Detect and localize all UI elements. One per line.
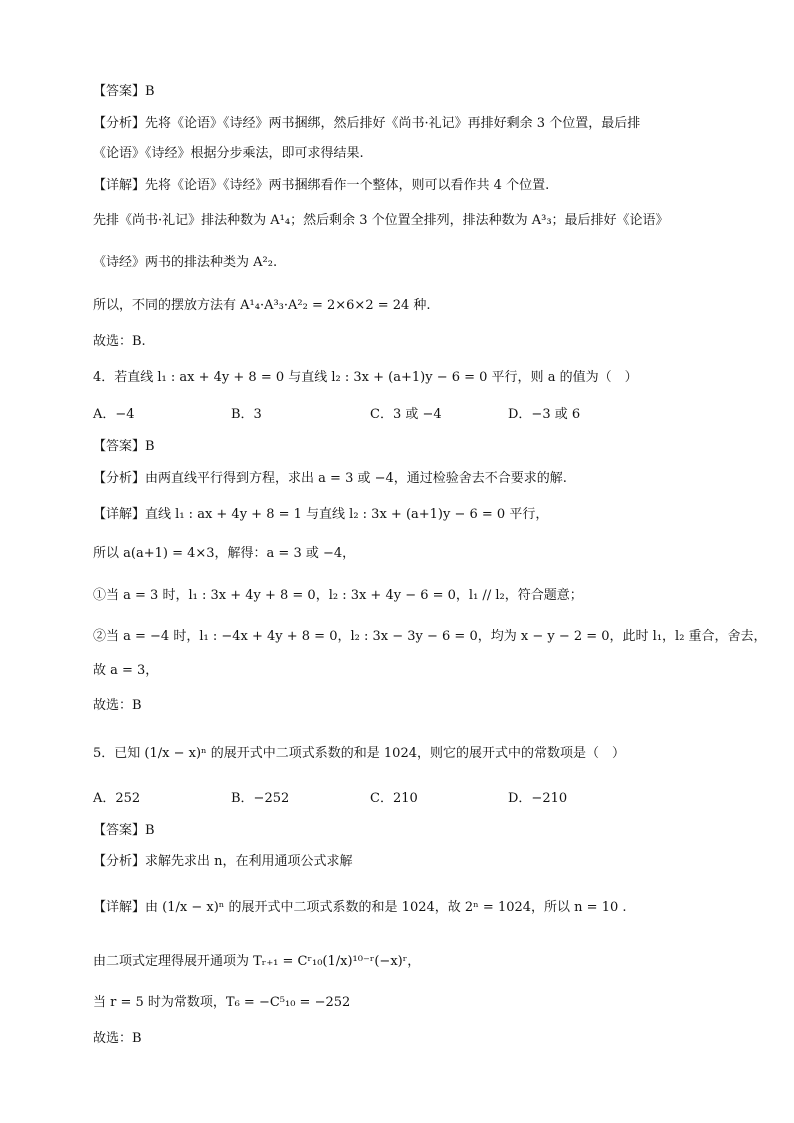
detail-tag: 【 详解 】: [93, 178, 145, 193]
q4-analysis: 由两直线平行得到方程，求出 a = 3 或 −4，通过检验舍去不合要求的解.: [145, 471, 567, 486]
q3-detail-line: [93, 177, 549, 195]
q4-detail-line-2: [93, 545, 355, 563]
q5-detail-3: 当 r = 5 时为常数项，T₆ = −C⁵₁₀ = −252: [93, 995, 351, 1010]
q4-detail-line-3: [93, 587, 583, 605]
q3-analysis-line: [93, 115, 640, 133]
q3-detail-4: 所以，不同的摆放方法有 A¹₄·A³₃·A²₂ = 2×6×2 = 24 种.: [93, 298, 431, 313]
q5-detail-line-2: [93, 953, 420, 971]
q5-option-c: C．210: [370, 791, 418, 806]
answer-tag: 【 答案 】: [93, 823, 145, 838]
q4-option-d: D．−3 或 6: [508, 407, 581, 422]
q4-detail-5: 故 a = 3，: [93, 663, 159, 678]
detail-tag: 【 详解 】: [93, 507, 145, 522]
q3-detail-line-3: [93, 254, 277, 272]
q5-stem: [93, 745, 625, 763]
q3-analysis-2: 《论语》《诗经》根据分步乘法，即可求得结果.: [93, 146, 364, 161]
q3-detail-2: 先排《尚书·礼记》排法种数为 A¹₄；然后剩余 3 个位置全排列，排法种数为 A³₃；最后排好《论语》: [93, 213, 669, 228]
analysis-tag: 【 分析 】: [93, 471, 145, 486]
q3-analysis-line-2: [93, 145, 364, 163]
q4-option-a: A．−4: [93, 407, 135, 422]
q4-detail-1: 直线 l₁ : ax + 4y + 8 = 1 与直线 l₂ : 3x + (a+1)y − 6 = 0 平行，: [145, 507, 549, 522]
q3-answer-line: [93, 83, 155, 101]
q4-stem-text: 4．若直线 l₁ : ax + 4y + 8 = 0 与直线 l₂ : 3x + (a+1)y − 6 = 0 平行，则 a 的值为（ ）: [93, 370, 638, 385]
q5-analysis-line: [93, 853, 353, 871]
q4-answer: B: [145, 439, 155, 454]
q3-detail-3: 《诗经》两书的排法种类为 A²₂.: [93, 255, 278, 270]
q5-detail-2: 由二项式定理得展开通项为 Tᵣ₊₁ = Cʳ₁₀(1/x)¹⁰⁻ʳ(−x)ʳ，: [93, 954, 421, 969]
q4-option-c: C．3 或 −4: [370, 407, 442, 422]
q4-choose-line: [93, 697, 142, 715]
q3-answer: B: [145, 84, 155, 99]
detail-tag: 【 详解 】: [93, 900, 145, 915]
q5-detail-1: 由 (1/x − x)ⁿ 的展开式中二项式系数的和是 1024，故 2ⁿ = 1024，所以 n = 10 .: [145, 900, 627, 915]
q4-detail-line: [93, 506, 548, 524]
answer-tag: 【 答案 】: [93, 84, 145, 99]
q4-detail-line-4: [93, 628, 767, 646]
q5-choose: 故选：B: [93, 1031, 142, 1046]
q4-detail-2: 所以 a(a+1) = 4×3，解得：a = 3 或 −4，: [93, 546, 356, 561]
q5-analysis: 求解先求出 n，在利用通项公式求解: [145, 854, 353, 869]
q3-detail-line-4: [93, 297, 431, 315]
q4-answer-line: [93, 438, 155, 456]
q4-detail-4: ②当 a = −4 时，l₁ : −4x + 4y + 8 = 0，l₂ : 3x − 3y − 6 = 0，均为 x − y − 2 = 0，此时 l₁，l₂ 重合，舍去，: [93, 629, 767, 644]
q3-choose-line: [93, 333, 146, 351]
q4-detail-line-5: [93, 662, 158, 680]
q4-analysis-line: [93, 470, 567, 488]
analysis-tag: 【 分析 】: [93, 116, 145, 131]
answer-tag: 【 答案 】: [93, 439, 145, 454]
q3-choose: 故选：B.: [93, 334, 146, 349]
q5-option-d: D．−210: [508, 791, 568, 806]
q4-choose: 故选：B: [93, 698, 142, 713]
q5-detail-line: [93, 899, 627, 917]
q5-option-a: A．252: [93, 791, 141, 806]
q5-stem-text: 5．已知 (1/x − x)ⁿ 的展开式中二项式系数的和是 1024，则它的展开式中的常数项是（ ）: [93, 746, 625, 761]
q3-detail-line-2: [93, 212, 669, 230]
q5-detail-line-3: [93, 994, 350, 1012]
q5-choose-line: [93, 1030, 142, 1048]
analysis-tag: 【 分析 】: [93, 854, 145, 869]
q5-answer-line: [93, 822, 155, 840]
q5-option-b: B．−252: [231, 791, 290, 806]
q4-detail-3: ①当 a = 3 时，l₁ : 3x + 4y + 8 = 0，l₂ : 3x + 4y − 6 = 0，l₁ // l₂，符合题意；: [93, 588, 583, 603]
q3-detail-1: 先将《论语》《诗经》两书捆绑看作一个整体，则可以看作共 4 个位置.: [145, 178, 550, 193]
q5-answer: B: [145, 823, 155, 838]
q4-option-b: B．3: [231, 407, 262, 422]
q4-stem: [93, 369, 638, 387]
q3-analysis-1: 先将《论语》《诗经》两书捆绑，然后排好《尚书·礼记》再排好剩余 3 个位置，最后排: [145, 116, 641, 131]
